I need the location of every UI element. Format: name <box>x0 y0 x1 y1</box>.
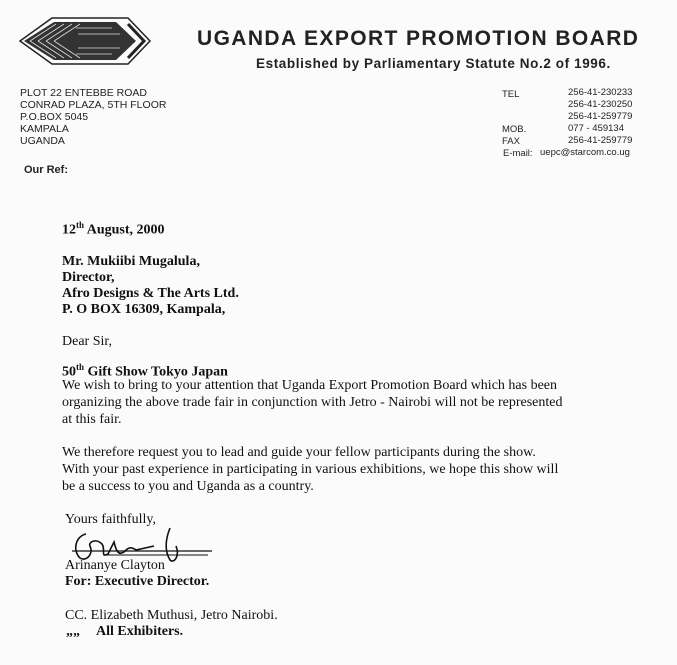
our-ref-label: Our Ref: <box>24 164 68 176</box>
cc-ditto-mark: „„ <box>66 624 80 639</box>
board-logo <box>16 14 152 68</box>
tel-number-2: 256-41-230250 <box>568 99 633 110</box>
para1-line-3: at this fair. <box>62 412 122 427</box>
address-line-3: P.O.BOX 5045 <box>20 111 89 123</box>
para2-line-1: We therefore request you to lead and guide your fellow participants during the show. <box>62 445 536 460</box>
cc-line-1: CC. Elizabeth Muthusi, Jetro Nairobi. <box>65 608 278 623</box>
salutation: Dear Sir, <box>62 334 112 349</box>
para2-line-3: be a success to you and Uganda as a country. <box>62 479 314 494</box>
tel-number-1: 256-41-230233 <box>568 87 633 98</box>
org-name: UGANDA EXPORT PROMOTION BOARD <box>197 27 640 50</box>
para1-line-1: We wish to bring to your attention that Uganda Export Promotion Board which has been <box>62 378 558 393</box>
tel-label: TEL <box>502 89 520 100</box>
para1-line-2: organizing the above trade fair in conjunction with Jetro - Nairobi will not be represented <box>62 395 563 410</box>
recipient-name: Mr. Mukiibi Mugalula, <box>62 254 200 269</box>
email-address: uepc@starcom.co.ug <box>540 147 630 158</box>
subject-line: 50th Gift Show Tokyo Japan <box>62 362 228 380</box>
tel-number-3: 256-41-259779 <box>568 111 633 122</box>
address-line-1: PLOT 22 ENTEBBE ROAD <box>20 87 148 99</box>
address-line-2: CONRAD PLAZA, 5TH FLOOR <box>20 99 167 111</box>
established-line: Established by Parliamentary Statute No.2 of 1996. <box>256 56 611 71</box>
address-line-4: KAMPALA <box>20 123 69 135</box>
signer-name: Arinanye Clayton <box>65 558 165 573</box>
email-label: E-mail: <box>503 148 533 159</box>
fax-label: FAX <box>502 136 520 147</box>
mob-number: 077 - 459134 <box>568 123 624 134</box>
recipient-address: P. O BOX 16309, Kampala, <box>62 302 226 317</box>
para2-line-2: With your past experience in participating in various exhibitions, we hope this show will <box>62 462 559 477</box>
recipient-title: Director, <box>62 270 115 285</box>
mob-label: MOB. <box>502 124 527 135</box>
fax-number: 256-41-259779 <box>568 135 633 146</box>
closing: Yours faithfully, <box>65 512 157 527</box>
recipient-company: Afro Designs & The Arts Ltd. <box>62 286 239 301</box>
signer-title: For: Executive Director. <box>65 574 210 589</box>
letter-date: 12th August, 2000 <box>62 220 165 238</box>
address-line-5: UGANDA <box>20 135 65 147</box>
cc-line-2: All Exhibiters. <box>96 624 184 639</box>
